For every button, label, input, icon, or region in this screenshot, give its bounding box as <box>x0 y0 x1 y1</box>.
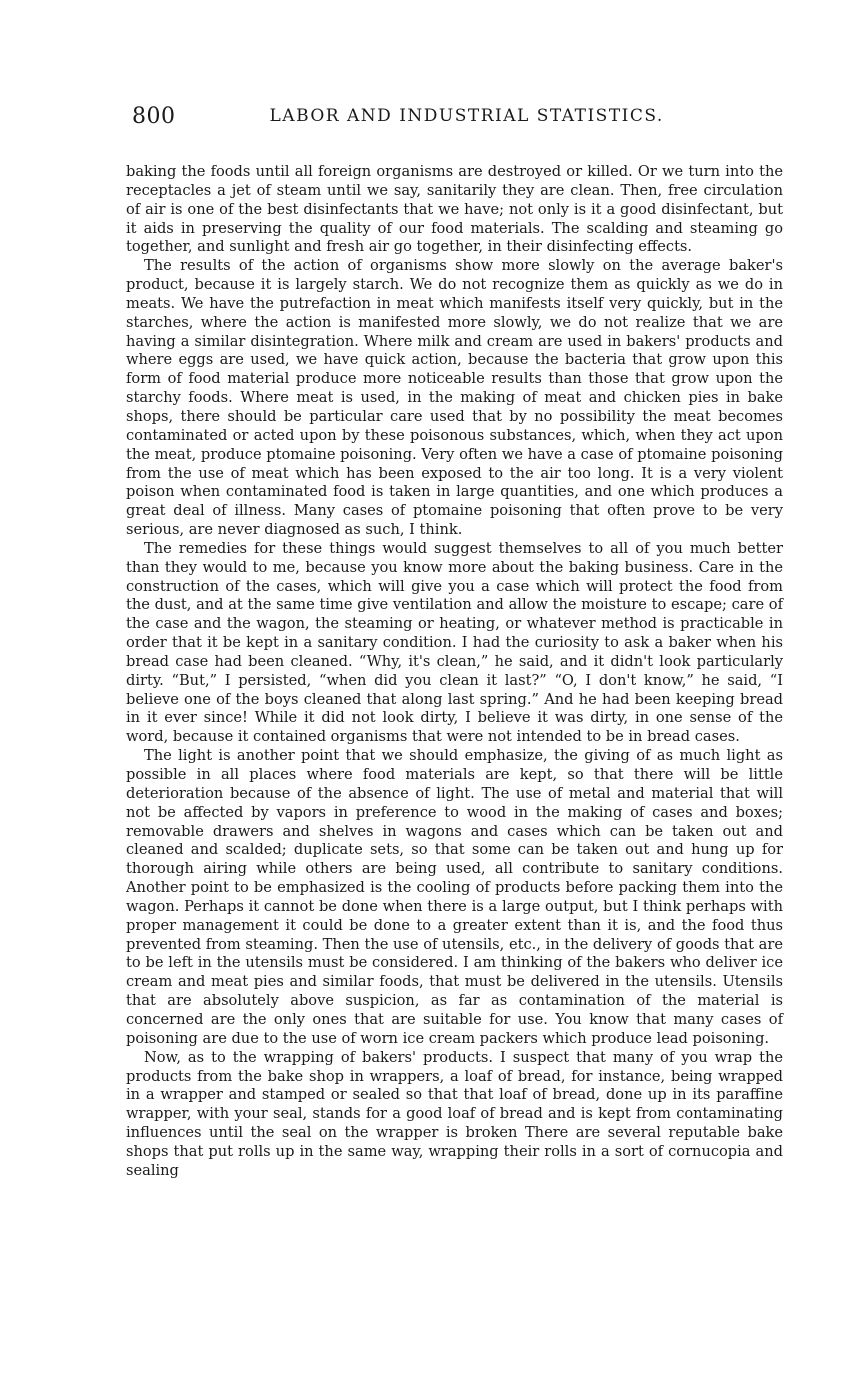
paragraph-remedies: The remedies for these things would suggest themselves to all of you much better than they would to me, because you know more about the baking business. Care in the construction of the cases, which will give you a case which will protect the food from the dust, and at the same time give ventilation and allow the moisture to escape; care of the case and the wagon, the steaming or heating, or whatever method is practicable in order that it be kept in a sanitary condition. I had the curiosity to ask a baker when his bread case had been cleaned. “Why, it's clean,” he said, and it didn't look particularly dirty. “But,” I persisted, “when did you clean it last?” “O, I don't know,” he said, “I believe one of the boys cleaned that along last spring.” And he had been keeping bread in it ever since! While it did not look dirty, I believe it was dirty, in one sense of the word, because it contained organisms that were not intended to be in bread cases. <box>126 539 783 746</box>
paragraph-light: The light is another point that we should emphasize, the giving of as much light as possible in all places where food materials are kept, so that there will be little deterioration because of the absence of light. The use of metal and material that will not be affected by vapors in preference to wood in the making of cases and boxes; removable drawers and shelves in wagons and cases which can be taken out and cleaned and scalded; duplicate sets, so that some can be taken out and hung up for thorough airing while others are being used, all contribute to sanitary conditions. Another point to be emphasized is the cooling of products before packing them into the wagon. Perhaps it cannot be done when there is a large output, but I think perhaps with proper management it could be done to a greater extent than it is, and the food thus prevented from steaming. Then the use of utensils, etc., in the delivery of goods that are to be left in the utensils must be considered. I am thinking of the bakers who deliver ice cream and meat pies and similar foods, that must be delivered in the utensils. Utensils that are absolutely above suspicion, as far as contamination of the material is concerned are the only ones that are suitable for use. You know that many cases of poisoning are due to the use of worn ice cream packers which produce lead poisoning. <box>126 747 783 1047</box>
paragraph-continued: baking the foods until all foreign organisms are destroyed or killed. Or we turn into the receptacles a jet of steam until we say, sanitarily they are clean. Then, free circulation of air is one of the best disinfectants that we have; not only is it a good disinfectant, but it aids in preserving the quality of our food materials. The scalding and steaming go together, and sunlight and fresh air go together, in their disinfecting effects. <box>126 163 783 256</box>
running-title: LABOR AND INDUSTRIAL STATISTICS. <box>269 106 664 126</box>
body-text <box>126 163 783 1181</box>
paragraph-wrapping: Now, as to the wrapping of bakers' products. I suspect that many of you wrap the products from the bake shop in wrappers, a loaf of bread, for instance, being wrapped in a wrapper and stamped or sealed so that that loaf of bread, done up in its paraffine wrapper, with your seal, stands for a good loaf of bread and is kept from contaminating influences until the seal on the wrapper is broken There are several reputable bake shops that put rolls up in the same way, wrapping their rolls in a sort of cornucopia and sealing <box>126 1048 783 1179</box>
page-number: 800 <box>132 103 176 129</box>
page-header <box>132 103 782 129</box>
paragraph-organisms: The results of the action of organisms show more slowly on the average baker's product, because it is largely starch. We do not recognize them as quickly as we do in meats. We have the putrefaction in meat which manifests itself very quickly, but in the starches, where the action is manifested more slowly, we do not realize that we are having a similar disintegration. Where milk and cream are used in bakers' products and where eggs are used, we have quick action, because the bacteria that grow upon this form of food material produce more noticeable results than those that grow upon the starchy foods. Where meat is used, in the making of meat and chicken pies in bake shops, there should be particular care used that by no possibility the meat becomes contaminated or acted upon by these poisonous substances, which, when they act upon the meat, produce ptomaine poisoning. Very often we have a case of ptomaine poisoning from the use of meat which has been exposed to the air too long. It is a very violent poison when contaminated food is taken in large quantities, and one which produces a great deal of illness. Many cases of ptomaine poisoning that often prove to be very serious, are never diagnosed as such, I think. <box>126 257 783 539</box>
